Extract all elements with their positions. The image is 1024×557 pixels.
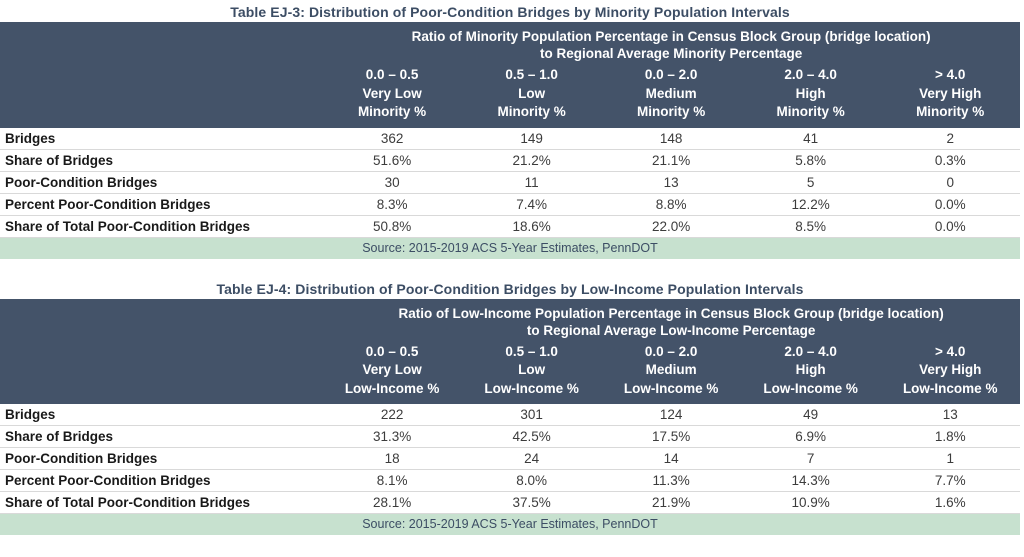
table-row	[0, 426, 1020, 448]
column-header-level: Very Low	[362, 362, 422, 377]
cell-value: 21.2%	[512, 152, 551, 168]
column-header-metric: Minority %	[916, 104, 985, 119]
table-row	[0, 128, 1020, 150]
column-header-level: Medium	[645, 85, 697, 101]
cell-value: 14	[663, 451, 679, 466]
cell-value: 6.9%	[795, 429, 827, 444]
column-header-level: Very High	[919, 85, 982, 101]
source-row	[0, 238, 1020, 259]
table-row	[0, 404, 1020, 426]
label-column-spacer	[0, 66, 322, 122]
cell-value: 8.5%	[795, 218, 827, 234]
column-header	[741, 343, 881, 399]
column-header-range: 0.0 – 0.5	[365, 343, 419, 359]
cell-value: 7.7%	[934, 473, 966, 488]
row-label: Share of Bridges	[5, 152, 114, 168]
row-label: Share of Bridges	[5, 429, 114, 444]
row-label: Poor-Condition Bridges	[5, 174, 158, 190]
cell-value: 1	[946, 451, 954, 466]
column-header	[462, 343, 602, 399]
column-header-row	[0, 343, 1020, 399]
row-label: Percent Poor-Condition Bridges	[5, 196, 211, 212]
source-text: Source: 2015-2019 ACS 5-Year Estimates, PennDOT	[362, 240, 658, 255]
table-ej3	[0, 2, 1020, 259]
cell-value: 41	[803, 130, 819, 146]
table-row	[0, 448, 1020, 470]
row-label: Share of Total Poor-Condition Bridges	[5, 495, 250, 510]
cell-value: 22.0%	[652, 218, 691, 234]
cell-value: 18.6%	[512, 218, 551, 234]
source-row	[0, 514, 1020, 535]
column-header	[880, 343, 1020, 399]
table-row	[0, 216, 1020, 238]
column-header-level: Very Low	[362, 85, 422, 101]
column-header	[741, 66, 881, 122]
row-label: Share of Total Poor-Condition Bridges	[5, 218, 250, 234]
cell-value: 11	[524, 174, 539, 190]
row-label: Bridges	[5, 407, 56, 422]
cell-value: 21.1%	[652, 152, 691, 168]
cell-value: 2	[946, 130, 954, 146]
table-row	[0, 150, 1020, 172]
cell-value: 0.0%	[934, 196, 966, 212]
column-header-metric: Minority %	[776, 104, 845, 119]
column-header-range: > 4.0	[935, 67, 966, 82]
cell-value: 7	[806, 451, 815, 466]
cell-value: 1.8%	[934, 429, 966, 444]
column-header	[601, 66, 741, 122]
column-header-level: Low	[518, 85, 546, 101]
cell-value: 31.3%	[372, 429, 412, 444]
column-header	[880, 66, 1020, 122]
cell-value: 50.8%	[372, 218, 412, 234]
cell-value: 8.0%	[516, 473, 547, 488]
table-header	[0, 299, 1020, 405]
row-label: Percent Poor-Condition Bridges	[5, 473, 211, 488]
table-row	[0, 470, 1020, 492]
cell-value: 5.8%	[795, 152, 827, 168]
column-header-metric: Low-Income %	[902, 380, 998, 396]
column-header-level: High	[795, 85, 826, 101]
column-header-row	[0, 66, 1020, 122]
column-header	[462, 66, 602, 122]
table-title: Table EJ-4: Distribution of Poor-Condition Bridges by Low-Income Population Intervals	[216, 280, 804, 297]
cell-value: 30	[384, 174, 400, 190]
table-title: Table EJ-3: Distribution of Poor-Condition Bridges by Minority Population Intervals	[230, 4, 790, 20]
cell-value: 24	[524, 451, 540, 466]
column-header	[322, 343, 462, 399]
cell-value: 5	[806, 174, 815, 190]
cell-value: 18	[384, 451, 400, 466]
column-header-range: > 4.0	[935, 343, 966, 359]
cell-value: 51.6%	[372, 152, 412, 168]
column-header-metric: Minority %	[637, 104, 706, 119]
table-row	[0, 194, 1020, 216]
cell-value: 42.5%	[512, 429, 551, 444]
column-header-level: Very High	[919, 362, 982, 377]
spanning-header-line2: to Regional Average Minority Percentage	[539, 46, 803, 61]
table-ej4	[0, 279, 1020, 536]
column-header-level: High	[795, 362, 826, 377]
table-body	[0, 404, 1020, 514]
cell-value: 13	[942, 407, 958, 422]
row-label: Bridges	[5, 130, 56, 146]
column-header-range: 0.0 – 0.5	[365, 67, 419, 82]
column-header-range: 2.0 – 4.0	[784, 67, 837, 82]
spanning-header-line2: to Regional Average Low-Income Percentage	[526, 322, 816, 338]
spanning-header	[322, 28, 1020, 62]
source-text: Source: 2015-2019 ACS 5-Year Estimates, PennDOT	[362, 517, 658, 531]
cell-value: 1.6%	[934, 495, 966, 510]
cell-value: 8.1%	[376, 473, 408, 488]
cell-value: 301	[520, 407, 543, 422]
column-header-metric: Minority %	[497, 104, 566, 119]
cell-value: 124	[659, 407, 683, 422]
table-header	[0, 22, 1020, 128]
spanning-header-line1: Ratio of Minority Population Percentage in Census Block Group (bridge location)	[411, 29, 931, 44]
cell-value: 0.0%	[934, 218, 966, 234]
cell-value: 7.4%	[516, 196, 547, 212]
cell-value: 8.8%	[655, 196, 687, 212]
table-row	[0, 492, 1020, 514]
cell-value: 17.5%	[652, 429, 691, 444]
cell-value: 14.3%	[791, 473, 830, 488]
column-header	[322, 66, 462, 122]
spanning-header	[322, 305, 1020, 339]
cell-value: 21.9%	[652, 495, 691, 510]
column-header	[601, 343, 741, 399]
row-label: Poor-Condition Bridges	[5, 451, 158, 466]
cell-value: 12.2%	[791, 196, 830, 212]
table-body	[0, 128, 1020, 238]
cell-value: 37.5%	[512, 495, 551, 510]
cell-value: 13	[663, 174, 679, 190]
cell-value: 0.3%	[934, 152, 966, 168]
column-header-level: Low	[518, 362, 546, 377]
column-header-metric: Low-Income %	[763, 380, 858, 396]
column-header-range: 0.0 – 2.0	[644, 343, 698, 359]
column-header-level: Medium	[645, 362, 697, 377]
cell-value: 149	[520, 130, 543, 146]
spanning-header-line1: Ratio of Low-Income Population Percentage in Census Block Group (bridge location)	[398, 305, 944, 321]
cell-value: 28.1%	[372, 495, 412, 510]
column-header-metric: Minority %	[357, 104, 427, 119]
label-column-spacer	[0, 343, 322, 399]
cell-value: 148	[659, 130, 683, 146]
cell-value: 8.3%	[376, 196, 408, 212]
cell-value: 49	[803, 407, 819, 422]
cell-value: 0	[946, 174, 954, 190]
column-header-range: 2.0 – 4.0	[784, 343, 837, 359]
column-header-metric: Low-Income %	[484, 380, 579, 396]
column-header-metric: Low-Income %	[344, 380, 440, 396]
column-header-metric: Low-Income %	[623, 380, 719, 396]
column-header-range: 0.5 – 1.0	[505, 67, 558, 82]
cell-value: 362	[380, 130, 404, 146]
column-header-range: 0.5 – 1.0	[505, 343, 558, 359]
cell-value: 11.3%	[652, 473, 690, 488]
cell-value: 222	[380, 407, 404, 422]
column-header-range: 0.0 – 2.0	[644, 67, 698, 82]
table-row	[0, 172, 1020, 194]
cell-value: 10.9%	[791, 495, 830, 510]
